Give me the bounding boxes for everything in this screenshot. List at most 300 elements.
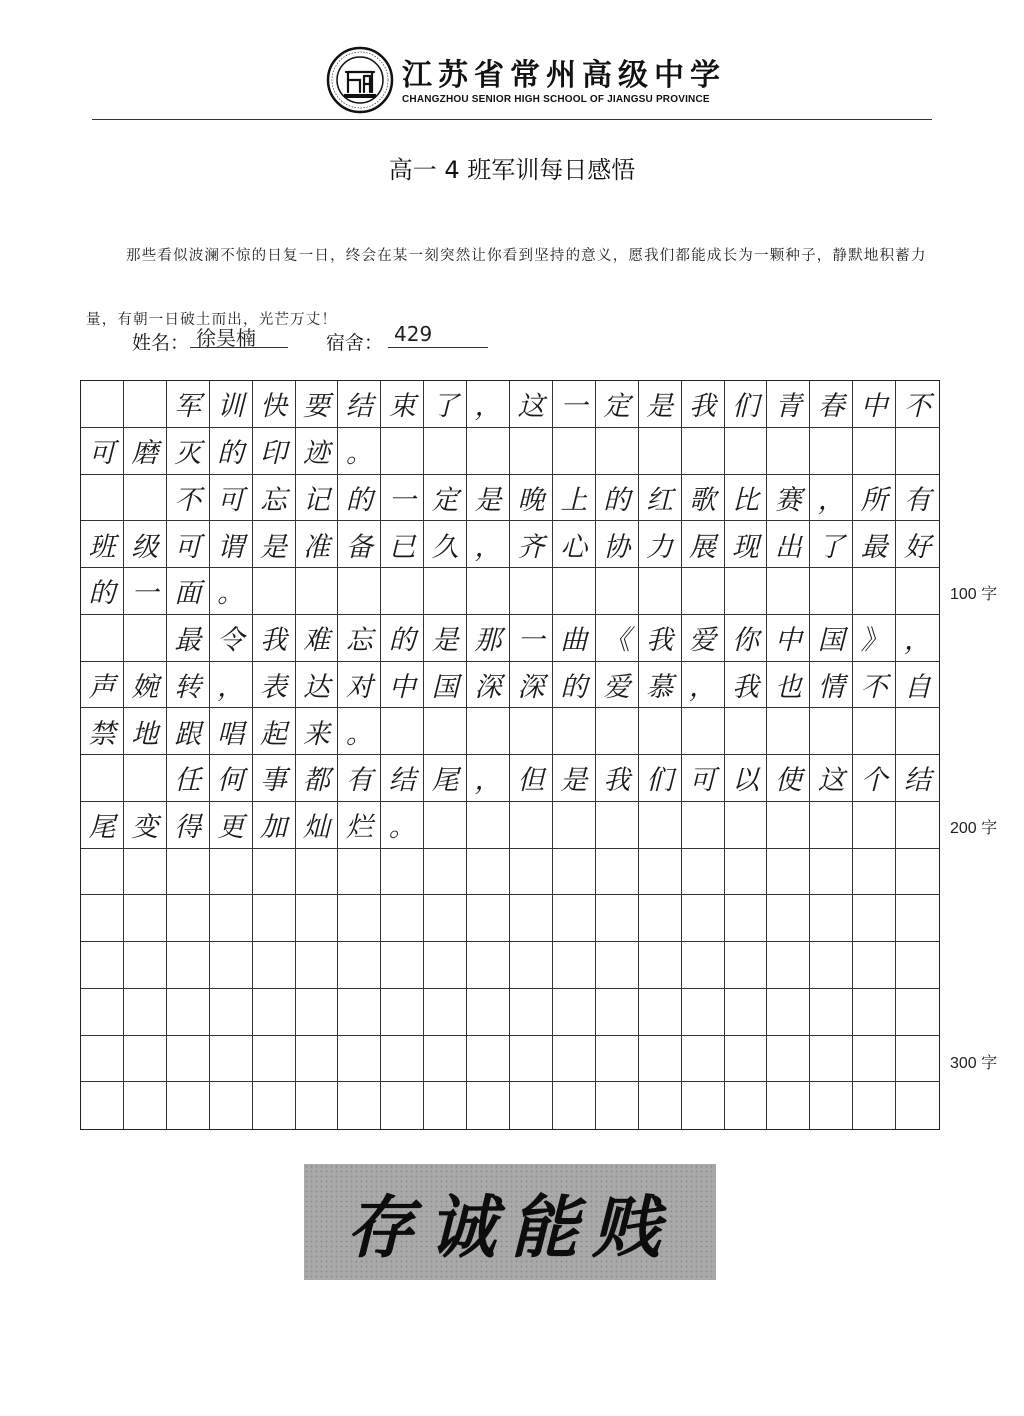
grid-cell bbox=[124, 755, 167, 802]
grid-cell bbox=[467, 989, 510, 1036]
grid-cell: 慕 bbox=[639, 662, 682, 709]
grid-cell bbox=[896, 849, 939, 896]
grid-cell: 这 bbox=[510, 381, 553, 428]
grid-cell: 的 bbox=[338, 475, 381, 522]
name-label: 姓名： bbox=[132, 332, 190, 354]
grid-cell bbox=[253, 849, 296, 896]
grid-cell bbox=[896, 942, 939, 989]
grid-cell bbox=[682, 568, 725, 615]
grid-cell bbox=[682, 428, 725, 475]
grid-cell: 有 bbox=[896, 475, 939, 522]
grid-cell: 声 bbox=[81, 662, 124, 709]
grid-cell bbox=[682, 802, 725, 849]
grid-cell: 是 bbox=[253, 521, 296, 568]
grid-cell: 一 bbox=[124, 568, 167, 615]
grid-cell bbox=[424, 1036, 467, 1083]
essay-line bbox=[0, 0, 1, 1]
grid-cell: 来 bbox=[296, 708, 339, 755]
grid-cell bbox=[467, 1082, 510, 1129]
grid-cell: 有 bbox=[338, 755, 381, 802]
grid-cell bbox=[424, 802, 467, 849]
grid-cell bbox=[253, 1082, 296, 1129]
grid-cell bbox=[767, 428, 810, 475]
grid-cell: 使 bbox=[767, 755, 810, 802]
grid-cell bbox=[124, 475, 167, 522]
grid-cell bbox=[424, 989, 467, 1036]
grid-cell: 晚 bbox=[510, 475, 553, 522]
grid-cell bbox=[381, 428, 424, 475]
grid-cell bbox=[124, 381, 167, 428]
grid-cell bbox=[381, 568, 424, 615]
grid-cell bbox=[553, 708, 596, 755]
grid-cell: 红 bbox=[639, 475, 682, 522]
grid-cell bbox=[381, 1036, 424, 1083]
grid-cell bbox=[338, 895, 381, 942]
grid-cell: 禁 bbox=[81, 708, 124, 755]
word-count-marker: 200 字 bbox=[950, 820, 998, 838]
grid-cell: 情 bbox=[810, 662, 853, 709]
grid-cell: 了 bbox=[424, 381, 467, 428]
grid-cell bbox=[896, 1082, 939, 1129]
grid-cell bbox=[338, 1036, 381, 1083]
grid-cell bbox=[596, 428, 639, 475]
grid-cell: 的 bbox=[596, 475, 639, 522]
grid-cell bbox=[424, 849, 467, 896]
grid-cell bbox=[810, 895, 853, 942]
grid-cell bbox=[510, 1036, 553, 1083]
grid-cell: 爱 bbox=[682, 615, 725, 662]
grid-cell bbox=[853, 802, 896, 849]
grid-cell bbox=[639, 942, 682, 989]
grid-cell bbox=[167, 1036, 210, 1083]
grid-cell: ， bbox=[467, 755, 510, 802]
grid-cell: 。 bbox=[338, 428, 381, 475]
grid-cell bbox=[725, 568, 768, 615]
grid-cell: 所 bbox=[853, 475, 896, 522]
grid-cell bbox=[767, 708, 810, 755]
grid-cell bbox=[467, 802, 510, 849]
grid-cell bbox=[725, 1036, 768, 1083]
grid-cell bbox=[381, 1082, 424, 1129]
grid-cell bbox=[553, 568, 596, 615]
essay-line bbox=[0, 0, 1, 1]
grid-cell bbox=[210, 989, 253, 1036]
school-name-en: CHANGZHOU SENIOR HIGH SCHOOL OF JIANGSU PROVINCE bbox=[402, 94, 710, 105]
grid-cell: 的 bbox=[210, 428, 253, 475]
grid-cell bbox=[767, 849, 810, 896]
grid-cell bbox=[210, 1036, 253, 1083]
grid-cell: 爱 bbox=[596, 662, 639, 709]
grid-cell bbox=[725, 1082, 768, 1129]
grid-cell bbox=[338, 1082, 381, 1129]
grid-cell bbox=[853, 895, 896, 942]
seal-text: 存诚能贱 bbox=[345, 1187, 674, 1268]
grid-cell: 春 bbox=[810, 381, 853, 428]
grid-cell: 最 bbox=[167, 615, 210, 662]
grid-cell bbox=[553, 895, 596, 942]
grid-cell bbox=[510, 849, 553, 896]
grid-cell bbox=[553, 942, 596, 989]
grid-cell bbox=[381, 895, 424, 942]
grid-cell bbox=[853, 568, 896, 615]
grid-cell bbox=[553, 428, 596, 475]
grid-cell bbox=[853, 708, 896, 755]
grid-cell: 们 bbox=[725, 381, 768, 428]
grid-cell: 齐 bbox=[510, 521, 553, 568]
grid-cell bbox=[639, 802, 682, 849]
grid-cell bbox=[81, 849, 124, 896]
grid-cell: 是 bbox=[639, 381, 682, 428]
grid-cell bbox=[682, 895, 725, 942]
grid-cell bbox=[810, 802, 853, 849]
grid-cell bbox=[81, 475, 124, 522]
grid-cell: 跟 bbox=[167, 708, 210, 755]
grid-cell: 可 bbox=[81, 428, 124, 475]
grid-cell: 灿 bbox=[296, 802, 339, 849]
grid-cell bbox=[639, 708, 682, 755]
grid-cell bbox=[639, 568, 682, 615]
grid-cell: 印 bbox=[253, 428, 296, 475]
grid-cell bbox=[338, 942, 381, 989]
grid-cell bbox=[510, 428, 553, 475]
grid-cell bbox=[682, 1036, 725, 1083]
grid-cell bbox=[81, 755, 124, 802]
grid-cell: 的 bbox=[381, 615, 424, 662]
grid-cell: 可 bbox=[167, 521, 210, 568]
grid-cell: 不 bbox=[167, 475, 210, 522]
grid-cell: 我 bbox=[725, 662, 768, 709]
grid-cell: 《 bbox=[596, 615, 639, 662]
grid-cell bbox=[381, 942, 424, 989]
grid-cell: 中 bbox=[853, 381, 896, 428]
grid-cell bbox=[381, 708, 424, 755]
grid-cell: 令 bbox=[210, 615, 253, 662]
grid-cell bbox=[124, 895, 167, 942]
grid-cell: 我 bbox=[639, 615, 682, 662]
grid-cell bbox=[510, 568, 553, 615]
grid-cell: 个 bbox=[853, 755, 896, 802]
grid-cell bbox=[596, 708, 639, 755]
grid-cell: 磨 bbox=[124, 428, 167, 475]
essay-line bbox=[0, 0, 1, 1]
grid-cell bbox=[639, 989, 682, 1036]
grid-cell bbox=[896, 802, 939, 849]
grid-cell bbox=[424, 568, 467, 615]
grid-cell bbox=[81, 989, 124, 1036]
grid-cell bbox=[510, 802, 553, 849]
grid-cell: 级 bbox=[124, 521, 167, 568]
grid-cell: 深 bbox=[510, 662, 553, 709]
grid-cell bbox=[510, 708, 553, 755]
grid-cell bbox=[725, 942, 768, 989]
grid-cell bbox=[725, 895, 768, 942]
grid-cell: 已 bbox=[381, 521, 424, 568]
grid-cell bbox=[253, 895, 296, 942]
grid-cell bbox=[81, 1036, 124, 1083]
grid-cell bbox=[167, 849, 210, 896]
grid-cell: 这 bbox=[810, 755, 853, 802]
grid-cell: 不 bbox=[853, 662, 896, 709]
grid-cell: 好 bbox=[896, 521, 939, 568]
grid-cell bbox=[296, 895, 339, 942]
grid-cell bbox=[682, 1082, 725, 1129]
grid-cell bbox=[124, 989, 167, 1036]
grid-cell bbox=[725, 802, 768, 849]
grid-cell: 变 bbox=[124, 802, 167, 849]
grid-cell bbox=[682, 849, 725, 896]
grid-cell: 表 bbox=[253, 662, 296, 709]
grid-cell: 心 bbox=[553, 521, 596, 568]
grid-cell bbox=[682, 989, 725, 1036]
grid-cell: 是 bbox=[553, 755, 596, 802]
grid-cell: 可 bbox=[210, 475, 253, 522]
grid-cell bbox=[381, 989, 424, 1036]
grid-cell: 都 bbox=[296, 755, 339, 802]
name-field: 徐昊楠 bbox=[190, 322, 288, 348]
grid-cell bbox=[210, 849, 253, 896]
grid-cell bbox=[725, 989, 768, 1036]
grid-cell bbox=[767, 568, 810, 615]
school-header bbox=[0, 40, 1024, 120]
grid-cell: 。 bbox=[381, 802, 424, 849]
grid-cell bbox=[167, 1082, 210, 1129]
grid-cell bbox=[167, 942, 210, 989]
grid-cell: 忘 bbox=[338, 615, 381, 662]
grid-cell: 结 bbox=[381, 755, 424, 802]
grid-cell bbox=[767, 942, 810, 989]
grid-cell bbox=[896, 708, 939, 755]
grid-cell bbox=[639, 428, 682, 475]
grid-cell bbox=[639, 1036, 682, 1083]
grid-cell bbox=[853, 1082, 896, 1129]
essay-line bbox=[0, 0, 1, 1]
grid-cell bbox=[296, 1082, 339, 1129]
grid-cell bbox=[210, 1082, 253, 1129]
grid-cell bbox=[596, 1082, 639, 1129]
grid-cell bbox=[124, 615, 167, 662]
grid-cell bbox=[167, 895, 210, 942]
grid-cell: 准 bbox=[296, 521, 339, 568]
grid-cell bbox=[596, 1036, 639, 1083]
grid-cell bbox=[725, 428, 768, 475]
grid-cell bbox=[424, 708, 467, 755]
grid-cell bbox=[853, 428, 896, 475]
grid-cell: 烂 bbox=[338, 802, 381, 849]
grid-cell: 事 bbox=[253, 755, 296, 802]
essay-grid bbox=[80, 380, 940, 1130]
grid-cell bbox=[467, 849, 510, 896]
grid-cell bbox=[467, 428, 510, 475]
essay-line bbox=[0, 0, 1, 1]
grid-cell: 一 bbox=[510, 615, 553, 662]
grid-cell: 。 bbox=[210, 568, 253, 615]
grid-cell: 是 bbox=[467, 475, 510, 522]
grid-cell: ， bbox=[467, 381, 510, 428]
grid-cell: 转 bbox=[167, 662, 210, 709]
grid-cell: 唱 bbox=[210, 708, 253, 755]
grid-cell: 训 bbox=[210, 381, 253, 428]
grid-cell: 力 bbox=[639, 521, 682, 568]
grid-cell: 备 bbox=[338, 521, 381, 568]
grid-cell bbox=[424, 895, 467, 942]
grid-cell bbox=[596, 568, 639, 615]
grid-cell: 一 bbox=[553, 381, 596, 428]
grid-cell bbox=[467, 1036, 510, 1083]
grid-cell bbox=[810, 568, 853, 615]
grid-cell: 出 bbox=[767, 521, 810, 568]
grid-cell: 更 bbox=[210, 802, 253, 849]
grid-cell bbox=[553, 802, 596, 849]
grid-cell bbox=[510, 1082, 553, 1129]
grid-cell: 束 bbox=[381, 381, 424, 428]
grid-cell: 的 bbox=[553, 662, 596, 709]
grid-cell: 灭 bbox=[167, 428, 210, 475]
grid-cell bbox=[896, 895, 939, 942]
grid-cell bbox=[767, 802, 810, 849]
grid-cell: 班 bbox=[81, 521, 124, 568]
grid-cell bbox=[596, 802, 639, 849]
grid-cell: ， bbox=[682, 662, 725, 709]
grid-cell bbox=[596, 849, 639, 896]
grid-cell: 你 bbox=[725, 615, 768, 662]
grid-cell bbox=[296, 1036, 339, 1083]
grid-cell: 了 bbox=[810, 521, 853, 568]
grid-cell: 以 bbox=[725, 755, 768, 802]
grid-cell: 难 bbox=[296, 615, 339, 662]
grid-cell: 是 bbox=[424, 615, 467, 662]
grid-cell: 上 bbox=[553, 475, 596, 522]
grid-cell: 起 bbox=[253, 708, 296, 755]
grid-cell bbox=[767, 989, 810, 1036]
grid-cell bbox=[639, 849, 682, 896]
grid-cell: 青 bbox=[767, 381, 810, 428]
grid-cell bbox=[253, 989, 296, 1036]
grid-cell: 国 bbox=[810, 615, 853, 662]
essay-line bbox=[0, 0, 1, 1]
grid-cell bbox=[124, 1082, 167, 1129]
grid-cell: 自 bbox=[896, 662, 939, 709]
grid-cell bbox=[553, 989, 596, 1036]
grid-cell: 尾 bbox=[81, 802, 124, 849]
grid-cell: 得 bbox=[167, 802, 210, 849]
grid-cell bbox=[810, 1082, 853, 1129]
grid-cell bbox=[853, 849, 896, 896]
grid-cell bbox=[596, 942, 639, 989]
grid-cell bbox=[510, 942, 553, 989]
grid-cell bbox=[639, 1082, 682, 1129]
grid-cell: 。 bbox=[338, 708, 381, 755]
grid-cell bbox=[810, 849, 853, 896]
grid-cell: 达 bbox=[296, 662, 339, 709]
grid-cell bbox=[639, 895, 682, 942]
grid-cell bbox=[81, 895, 124, 942]
grid-cell bbox=[424, 1082, 467, 1129]
grid-cell bbox=[810, 1036, 853, 1083]
grid-cell bbox=[81, 1082, 124, 1129]
grid-cell bbox=[853, 1036, 896, 1083]
word-count-marker: 300 字 bbox=[950, 1054, 998, 1072]
grid-cell bbox=[725, 708, 768, 755]
grid-cell bbox=[210, 895, 253, 942]
grid-cell: 对 bbox=[338, 662, 381, 709]
grid-cell: ， bbox=[210, 662, 253, 709]
grid-cell: 定 bbox=[596, 381, 639, 428]
grid-cell: 久 bbox=[424, 521, 467, 568]
grid-cell bbox=[296, 989, 339, 1036]
grid-cell bbox=[810, 428, 853, 475]
grid-cell: 赛 bbox=[767, 475, 810, 522]
grid-cell: 结 bbox=[338, 381, 381, 428]
grid-cell: 深 bbox=[467, 662, 510, 709]
grid-cell bbox=[338, 849, 381, 896]
grid-cell bbox=[167, 989, 210, 1036]
grid-cell: 一 bbox=[381, 475, 424, 522]
grid-cell: 不 bbox=[896, 381, 939, 428]
grid-cell bbox=[853, 989, 896, 1036]
grid-cell bbox=[296, 568, 339, 615]
grid-cell bbox=[682, 708, 725, 755]
grid-cell bbox=[810, 942, 853, 989]
grid-cell bbox=[682, 942, 725, 989]
grid-cell bbox=[467, 895, 510, 942]
grid-cell bbox=[467, 708, 510, 755]
grid-cell: 任 bbox=[167, 755, 210, 802]
calligraphy-seal bbox=[304, 1164, 716, 1280]
grid-cell bbox=[510, 989, 553, 1036]
grid-cell: 婉 bbox=[124, 662, 167, 709]
essay-line bbox=[0, 0, 1, 1]
grid-cell: 现 bbox=[725, 521, 768, 568]
grid-cell bbox=[81, 942, 124, 989]
grid-cell bbox=[896, 568, 939, 615]
grid-cell bbox=[124, 1036, 167, 1083]
grid-cell: 国 bbox=[424, 662, 467, 709]
grid-cell: 中 bbox=[381, 662, 424, 709]
grid-cell bbox=[596, 895, 639, 942]
grid-cell bbox=[810, 989, 853, 1036]
essay-line bbox=[0, 0, 1, 1]
grid-cell: 加 bbox=[253, 802, 296, 849]
grid-cell: 军 bbox=[167, 381, 210, 428]
grid-cell: 迹 bbox=[296, 428, 339, 475]
grid-cell: 我 bbox=[253, 615, 296, 662]
grid-cell: 要 bbox=[296, 381, 339, 428]
grid-cell: ， bbox=[467, 521, 510, 568]
grid-cell: 面 bbox=[167, 568, 210, 615]
grid-cell bbox=[553, 849, 596, 896]
grid-cell bbox=[253, 568, 296, 615]
header-divider bbox=[92, 119, 932, 120]
grid-cell: 歌 bbox=[682, 475, 725, 522]
grid-cell bbox=[725, 849, 768, 896]
grid-cell: 也 bbox=[767, 662, 810, 709]
grid-cell: 可 bbox=[682, 755, 725, 802]
grid-cell bbox=[596, 989, 639, 1036]
grid-cell bbox=[896, 1036, 939, 1083]
grid-cell bbox=[381, 849, 424, 896]
grid-cell bbox=[253, 1036, 296, 1083]
grid-cell bbox=[253, 942, 296, 989]
grid-cell: 地 bbox=[124, 708, 167, 755]
grid-cell bbox=[896, 989, 939, 1036]
grid-cell: ， bbox=[810, 475, 853, 522]
grid-cell: 展 bbox=[682, 521, 725, 568]
grid-cell: 们 bbox=[639, 755, 682, 802]
grid-cell: 我 bbox=[682, 381, 725, 428]
grid-cell: 谓 bbox=[210, 521, 253, 568]
grid-cell bbox=[124, 849, 167, 896]
school-name-cn: 江苏省常州高级中学 bbox=[402, 58, 726, 93]
